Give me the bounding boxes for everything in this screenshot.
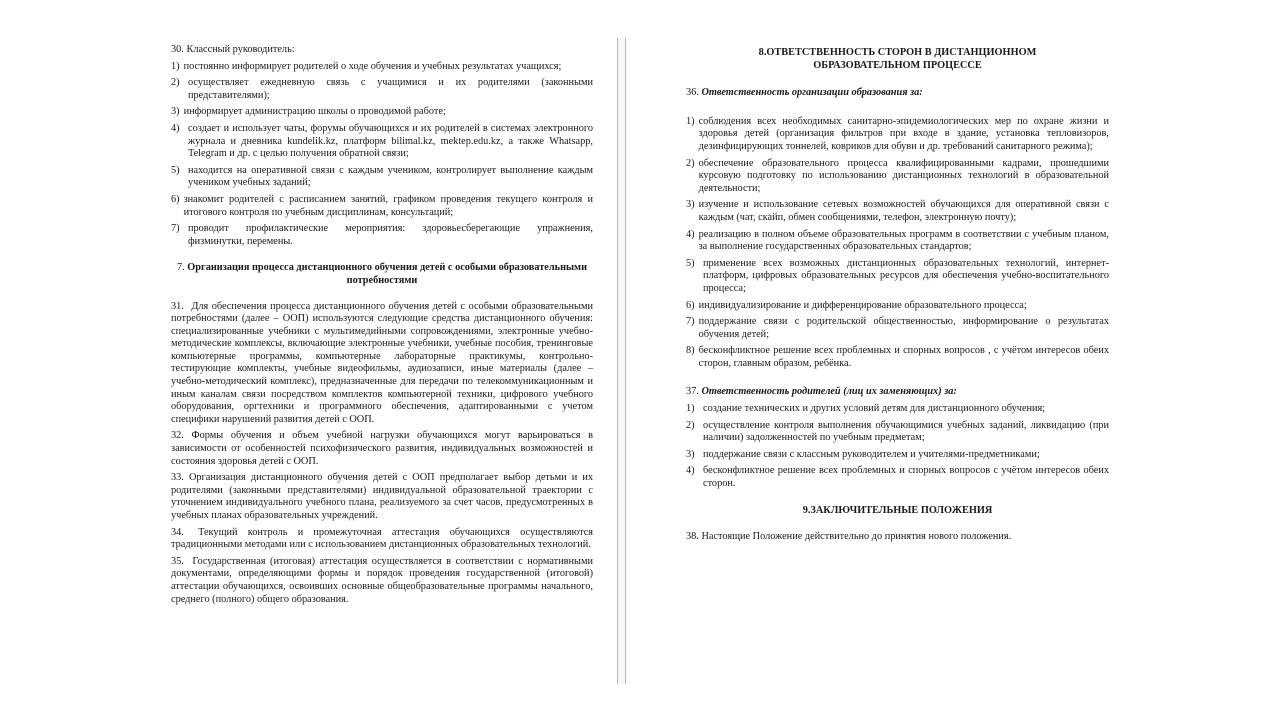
list-number: 3) (171, 106, 180, 118)
list-number: 3) (686, 199, 695, 211)
list-text: создает и использует чаты, форумы обучающихся и их родителей в системах электронного журнала и дневника kundelik.kz, платформ bilimal.kz, mektep.edu.kz, а также Whatsapp, Telegram и др. с целью получения обратной связи; (188, 122, 593, 160)
item-37-number: 37. (686, 386, 699, 398)
list-number: 3) (686, 448, 695, 460)
item-37-heading: Ответственность родителей (лиц их заменяющих) за: (701, 386, 957, 398)
paragraph-number: 32. (171, 430, 184, 442)
section-8-heading (686, 47, 1109, 72)
list-item (686, 345, 1109, 370)
list-item (171, 77, 593, 102)
list-text: обеспечение образовательного процесса квалифицированными кадрами, прошедшими курсовую подготовку по использованию дистанционных технологий в образовательной деятельности; (698, 157, 1109, 194)
list-number: 7) (171, 223, 180, 235)
list-number: 4) (686, 228, 695, 240)
list-text: проводит профилактические мероприятия: здоровьесберегающие упражнения, физминутки, перемены. (188, 223, 593, 247)
list-number: 2) (171, 77, 180, 89)
left-page (171, 44, 593, 610)
item-37-title (686, 386, 1109, 399)
list-text: знакомит родителей с расписанием занятий, графиком проведения текущего контроля и итогового контроля по учебным дисциплинам, консультаций; (183, 193, 593, 218)
item-30-title: 30. Классный руководитель: (171, 44, 295, 55)
list-text: индивидуализирование и дифференцирование образовательного процесса; (698, 299, 1027, 311)
list-number: 4) (686, 465, 695, 477)
list-item (686, 116, 1109, 154)
paragraph-35 (171, 556, 593, 606)
list-number: 8) (686, 345, 695, 357)
list-item (686, 465, 1109, 490)
list-number: 5) (686, 257, 695, 269)
list-item (686, 258, 1109, 296)
list-number: 4) (171, 122, 180, 134)
list-text: бесконфликтное решение всех проблемных и спорных вопросов , с учётом интересов обеих сторон, главным образом, ребёнка. (698, 345, 1109, 369)
paragraph-number: 34. (171, 526, 184, 538)
list-item (171, 223, 593, 248)
list-text: поддержание связи с классным руководителем и учителями-предметниками; (703, 448, 1040, 460)
section-7-title: Организация процесса дистанционного обучения детей с особыми образовательными потребностями (187, 262, 588, 286)
paragraph-text: Формы обучения и объем учебной нагрузки обучающихся могут варьироваться в зависимости от особенностей психофизического развития, индивидуальных возможностей и состояния здоровья детей с ООП. (171, 430, 593, 467)
paragraph-38: 38. Настоящие Положение действительно до принятия нового положения. (686, 531, 1012, 543)
list-text: бесконфликтное решение всех проблемных и спорных вопросов с учётом интересов обеих сторон. (703, 465, 1109, 490)
section-9-heading: 9.ЗАКЛЮЧИТЕЛЬНЫЕ ПОЛОЖЕНИЯ (802, 504, 993, 516)
right-page (686, 44, 1109, 548)
paragraph-text: Для обеспечения процесса дистанционного обучения детей с особыми образовательными потребностями (далее – ООП) используются следующие средства дистанционного обучения: специализированные учебники с мультимедийными сопровождениями, электронные учебно-методические комплексы, включающие электронные учебники, учебные пособия, тренинговые компьютерные программы, компьютерные лабораторные практикумы, контрольно-тестирующие комплекты, учебные видеофильмы, аудиозаписи, иные материалы (далее – учебно-методический комплекс), предназначенные для передачи по телекоммуникационным и иным каналам связи посредством комплектов компьютерной техники, цифрового учебного оборудования, оргтехники и программного обеспечения, адаптированными с учетом специфики нарушений развития детей с ООП. (171, 300, 593, 425)
list-item (171, 61, 593, 74)
list-text: постоянно информирует родителей о ходе обучения и учебных результатах учащихся; (183, 60, 562, 72)
section-7-number: 7. (176, 262, 185, 274)
paragraph-number: 35. (171, 555, 184, 567)
list-item (171, 106, 593, 119)
list-text: поддержание связи с родительской общественностью, информирование о результатах обучения детей; (698, 316, 1109, 340)
list-item (686, 199, 1109, 224)
list-item (171, 165, 593, 190)
list-item (171, 194, 593, 219)
list-number: 6) (686, 299, 695, 311)
list-text: изучение и использование сетевых возможностей обучающихся для оперативной связи с каждым (чат, скайп, обмен сообщениями, телефон, электронную почту); (698, 199, 1109, 223)
list-text: соблюдения всех необходимых санитарно-эпидемиологических мер по охране жизни и здоровья детей (организация фильтров при входе в здание, установка тепловизоров, дезинфицирующих тоннелей, ковриков для обуви и др. требований санитарного режима); (698, 115, 1109, 152)
list-text: осуществляет ежедневную связь с учащимися и их родителями (законными представителями); (188, 77, 593, 101)
list-text: осуществление контроля выполнения обучающимися учебных заданий, ликвидацию (при наличии) задолженностей по учебным предметам; (703, 419, 1109, 444)
list-number: 2) (686, 419, 695, 431)
list-item (686, 300, 1109, 313)
list-text: реализацию в полном объеме образовательных программ в соответствии с учебным планом, за выполнение государственных образовательных стандартов; (698, 228, 1109, 253)
paragraph-34 (171, 527, 593, 552)
paragraph-text: Государственная (итоговая) аттестация осуществляется в соответствии с нормативными документами, определяющими формы и порядок проведения государственной (итоговой) аттестации обучающихся, освоивших основные общеобразовательные программы начального, среднего (полного) общего образования. (171, 555, 593, 605)
list-number: 1) (686, 115, 695, 127)
list-text: находится на оперативной связи с каждым учеником, контролирует выполнение каждым учеником учебных заданий; (188, 164, 593, 189)
list-number: 1) (171, 60, 180, 72)
list-text: информирует администрацию школы о проводимой работе; (183, 106, 446, 118)
list-text: применение всех возможных дистанционных образовательных технологий, интернет-платформ, цифровых образовательных ресурсов для обеспечения учебно-воспитательного процесса; (703, 257, 1109, 294)
item-36-heading: Ответственность организации образования за: (701, 87, 923, 99)
paragraph-number: 31. (171, 300, 184, 312)
paragraph-32 (171, 430, 593, 468)
list-number: 7) (686, 316, 695, 328)
item-36-title (686, 87, 1109, 100)
section-8-title-line-1: 8.ОТВЕТСТВЕННОСТЬ СТОРОН В ДИСТАНЦИОННОМ (758, 47, 1037, 58)
list-number: 2) (686, 157, 695, 169)
list-item (686, 403, 1109, 416)
item-36-number: 36. (686, 87, 699, 99)
list-number: 1) (686, 403, 695, 415)
paragraph-33 (171, 472, 593, 522)
list-number: 5) (171, 164, 180, 176)
list-text: создание технических и других условий детям для дистанционного обучения; (703, 403, 1046, 415)
section-7-heading (171, 262, 593, 287)
list-item (686, 316, 1109, 341)
list-item (686, 449, 1109, 462)
page-divider (617, 38, 626, 684)
list-item (686, 420, 1109, 445)
list-item (686, 229, 1109, 254)
paragraph-31 (171, 301, 593, 427)
paragraph-number: 33. (171, 472, 184, 484)
list-item (171, 123, 593, 161)
paragraph-text: Текущий контроль и промежуточная аттестация обучающихся осуществляются традиционными методами или с использованием дистанционных образовательных технологий. (171, 526, 594, 551)
paragraph-text: Организация дистанционного обучения детей с ООП предполагает выбор детьми и их родителями (законными представителями) индивидуальной образовательной траектории с уточнением индивидуального учебного плана, реализуемого за счет часов, предусмотренных в учебных планах образовательных учреждений. (171, 472, 593, 521)
list-number: 6) (171, 193, 180, 205)
section-8-title-line-2: ОБРАЗОВАТЕЛЬНОМ ПРОЦЕССЕ (813, 59, 982, 71)
list-item (686, 158, 1109, 196)
